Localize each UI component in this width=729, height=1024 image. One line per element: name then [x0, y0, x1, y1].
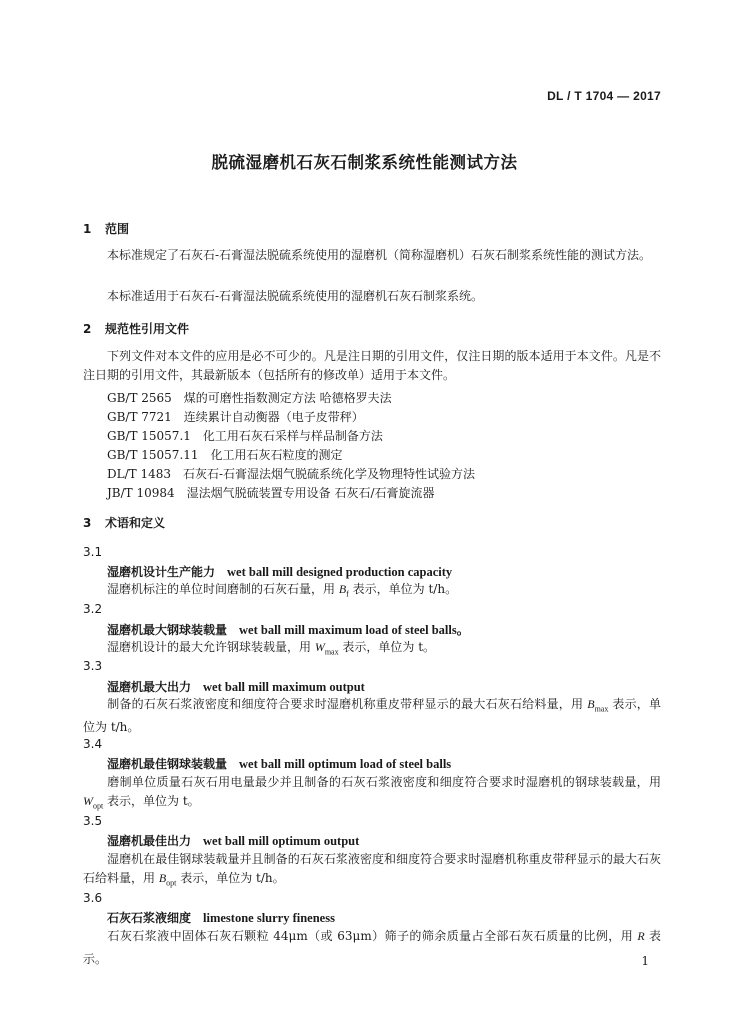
term-number: 3.5	[83, 814, 103, 828]
term-name: 湿磨机最大出力 wet ball mill maximum output	[107, 680, 365, 694]
term-number: 3.4	[83, 737, 103, 751]
section-number: 2	[83, 322, 92, 336]
section-3-heading	[83, 514, 165, 531]
section-number: 3	[83, 516, 92, 530]
page-title: 脱硫湿磨机石灰石制浆系统性能测试方法	[211, 153, 518, 172]
page-number: 1	[641, 954, 649, 968]
term-name: 湿磨机最佳钢球装载量 wet ball mill optimum load of steel balls	[107, 757, 452, 771]
term-number: 3.1	[83, 545, 103, 559]
reference-item: JB/T 10984 湿法烟气脱硫装置专用设备 石灰石/石膏旋流器	[107, 486, 435, 500]
section-number: 1	[83, 222, 92, 236]
term-definition: 湿磨机标注的单位时间磨制的石灰石量，用 $B_f$ 表示，单位为 t/h。	[107, 582, 458, 599]
term-definition: 磨制单位质量石灰石用电量最少并且制备的石灰石浆液密度和细度符合要求时湿磨机的钢球装载量，用 $W_{opt}$ 表示，单位为 t。	[83, 775, 661, 811]
term-name: 湿磨机设计生产能力 wet ball mill designed production capacity	[107, 565, 453, 579]
term-name: 湿磨机最大钢球装载量 wet ball mill maximum load of steel balls。	[107, 623, 470, 637]
section-title: 规范性引用文件	[105, 322, 190, 336]
section-2-paragraph-1: 下列文件对本文件的应用是必不可少的。凡是注日期的引用文件，仅注日期的版本适用于本文件。凡是不注日期的引用文件，其最新版本（包括所有的修改单）适用于本文件。	[83, 349, 661, 382]
term-definition: 石灰石浆液中固体石灰石颗粒 44μm（或 63μm）筛子的筛余质量占全部石灰石质量的比例，用 R 表示。	[83, 929, 661, 967]
standard-code: DL / T 1704 — 2017	[547, 89, 661, 103]
section-1-heading	[83, 220, 129, 237]
section-1-paragraph-1: 本标准规定了石灰石-石膏湿法脱硫系统使用的湿磨机（简称湿磨机）石灰石制浆系统性能的测试方法。	[107, 248, 652, 262]
term-definition: 制备的石灰石浆液密度和细度符合要求时湿磨机称重皮带秤显示的最大石灰石给料量，用 $B_{max}$ 表示，单位为 t/h。	[83, 697, 661, 735]
section-title: 范围	[105, 222, 130, 236]
reference-item: GB/T 7721 连续累计自动衡器（电子皮带秤）	[107, 410, 364, 424]
section-1-paragraph-2: 本标准适用于石灰石-石膏湿法脱硫系统使用的湿磨机石灰石制浆系统。	[107, 289, 484, 303]
section-2-heading	[83, 320, 189, 337]
term-name: 湿磨机最佳出力 wet ball mill optimum output	[107, 834, 360, 848]
reference-item: GB/T 15057.1 化工用石灰石采样与样品制备方法	[107, 429, 383, 443]
reference-item: GB/T 2565 煤的可磨性指数测定方法 哈德格罗夫法	[107, 391, 392, 405]
term-definition: 湿磨机设计的最大允许钢球装载量，用 $W_{max}$ 表示，单位为 t。	[107, 640, 436, 657]
term-name: 石灰石浆液细度 limestone slurry fineness	[107, 911, 335, 925]
section-title: 术语和定义	[105, 516, 166, 530]
term-number: 3.6	[83, 891, 103, 905]
term-definition: 湿磨机在最佳钢球装载量并且制备的石灰石浆液密度和细度符合要求时湿磨机称重皮带秤显示的最大石灰石给料量，用 $B_{opt}$ 表示，单位为 t/h。	[83, 852, 661, 888]
reference-item: DL/T 1483 石灰石-石膏湿法烟气脱硫系统化学及物理特性试验方法	[107, 467, 476, 481]
term-number: 3.2	[83, 602, 103, 616]
term-number: 3.3	[83, 659, 103, 673]
reference-item: GB/T 15057.11 化工用石灰石粒度的测定	[107, 448, 343, 462]
